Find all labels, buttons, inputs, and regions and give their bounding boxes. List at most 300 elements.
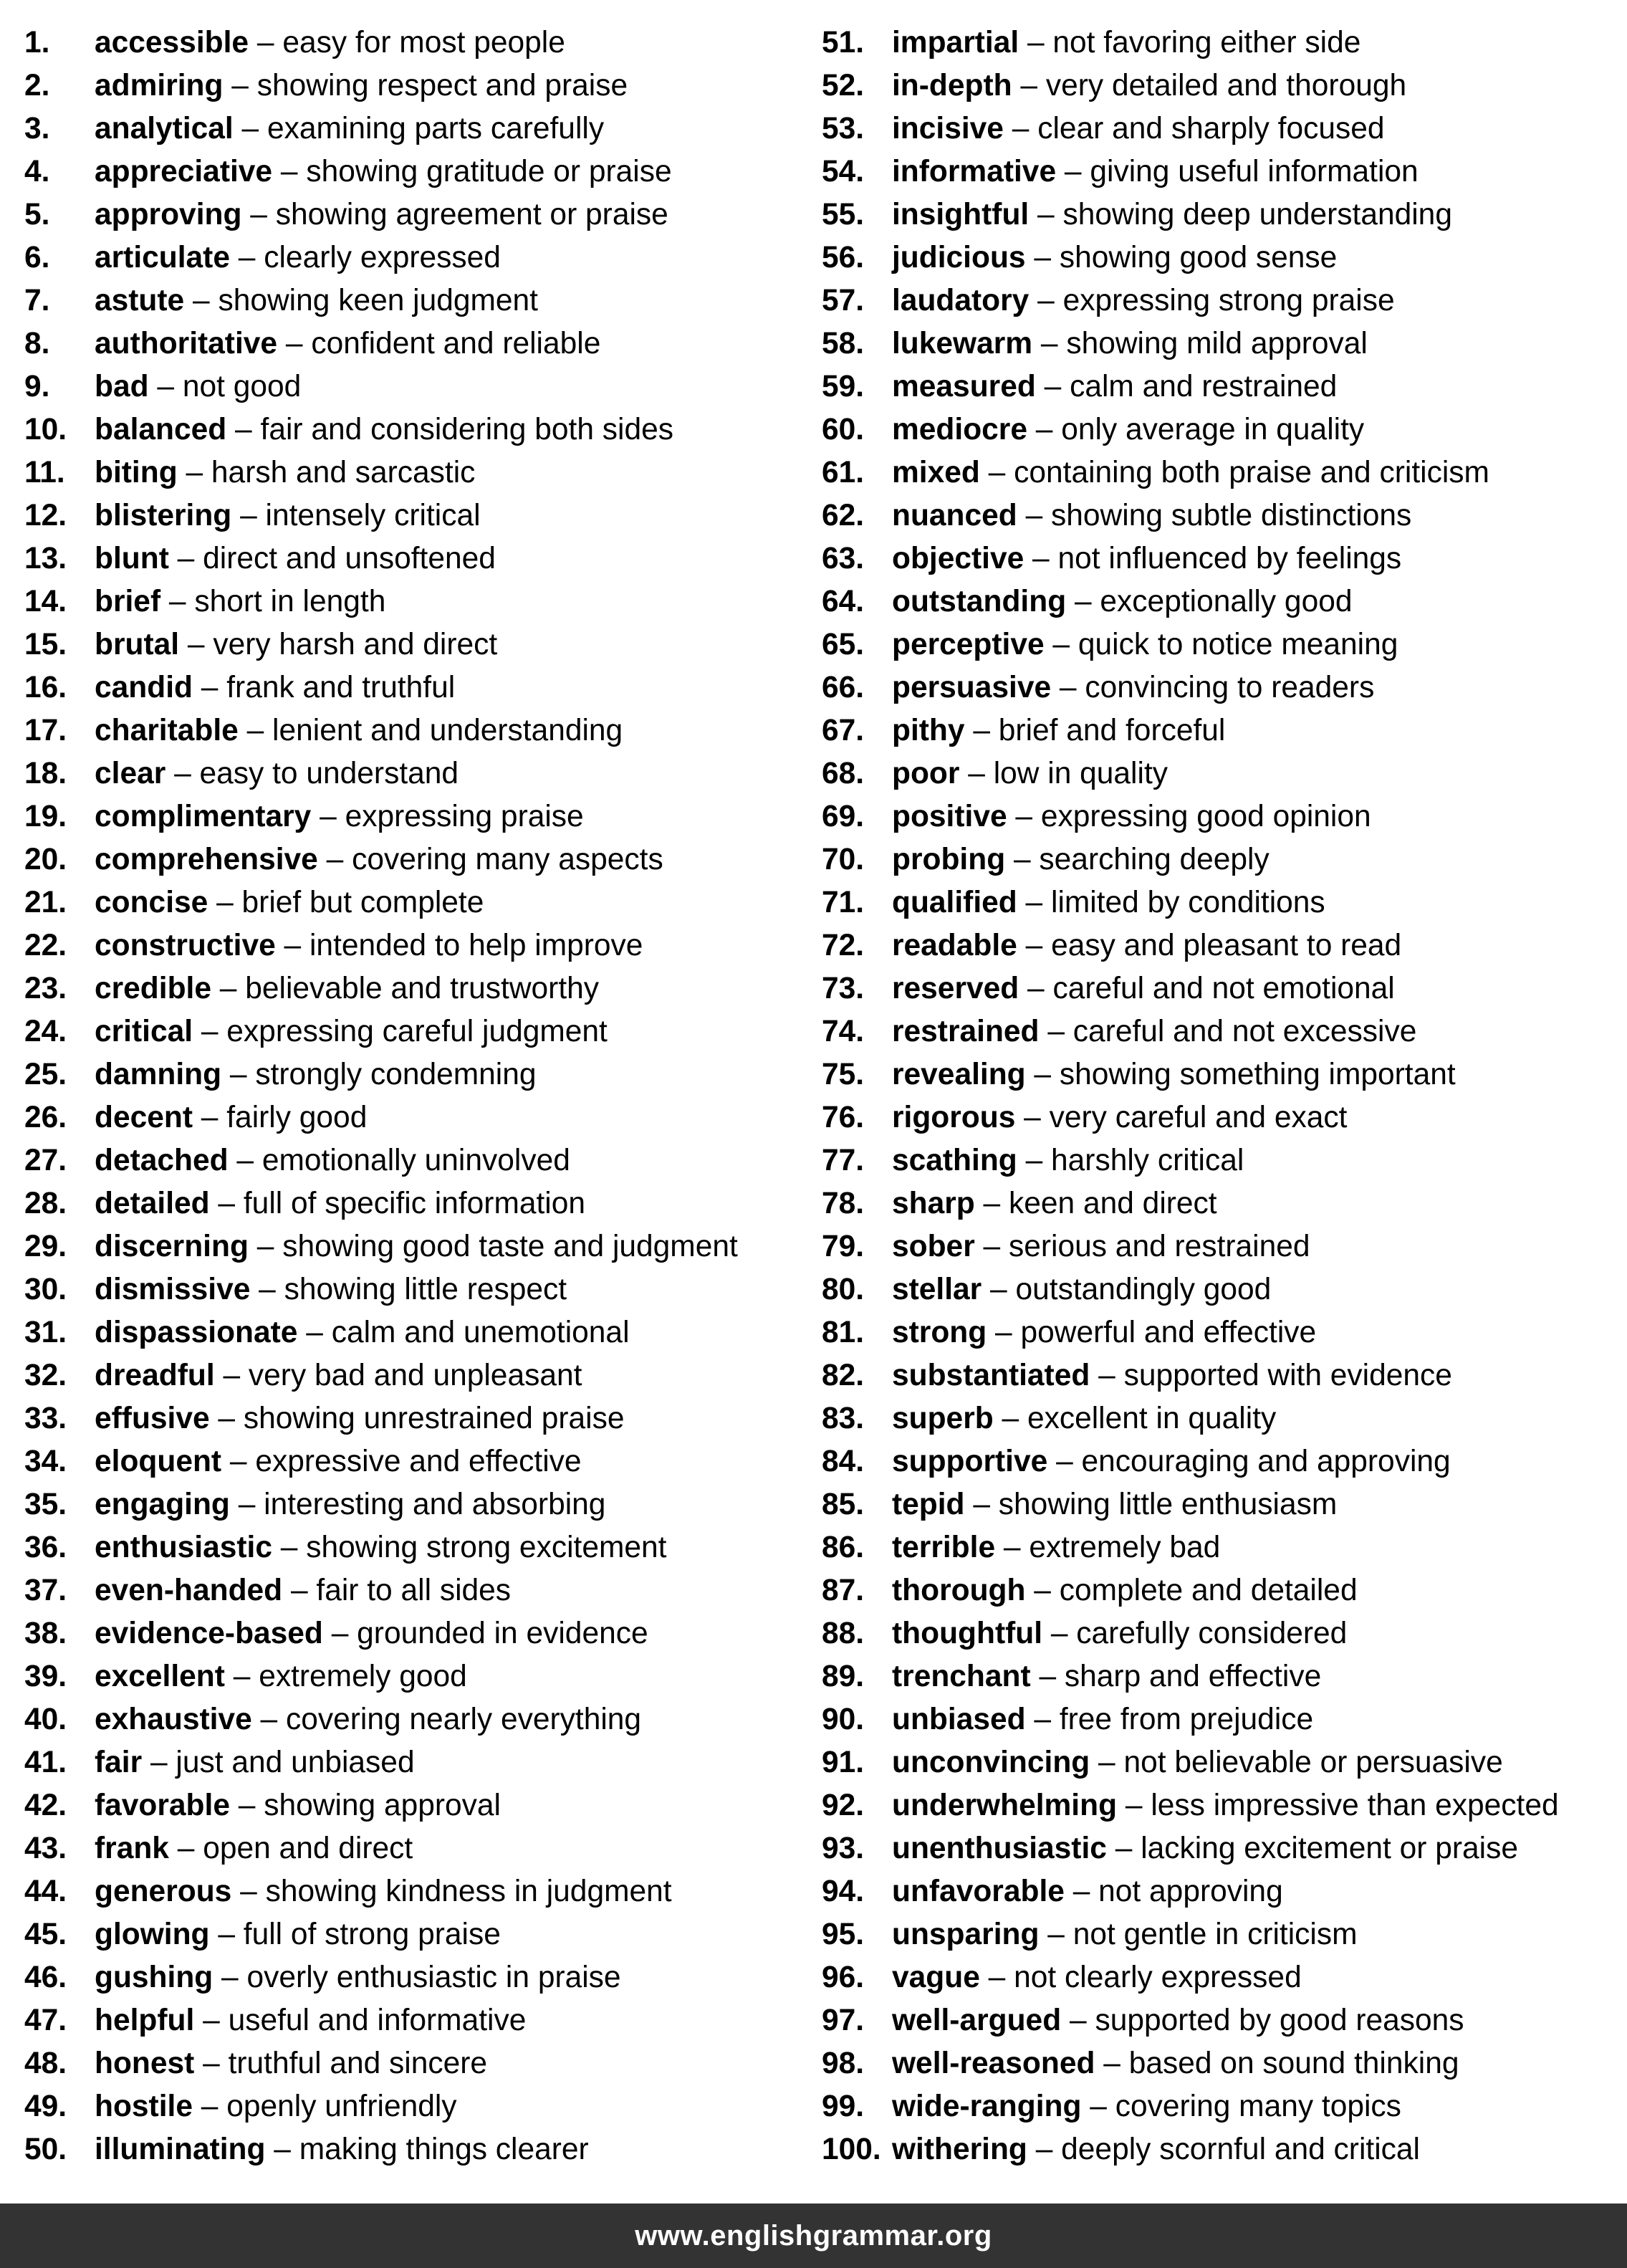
list-item xyxy=(822,150,1617,193)
list-item xyxy=(24,2085,784,2128)
item-definition: showing strong excitement xyxy=(306,1531,667,1564)
item-word: revealing xyxy=(892,1058,1026,1091)
item-number: 44. xyxy=(24,1875,67,1908)
item-number: 16. xyxy=(24,671,67,704)
item-separator: – xyxy=(168,1832,203,1865)
item-number: 2. xyxy=(24,69,50,102)
item-definition: less impressive than expected xyxy=(1151,1789,1559,1822)
item-separator: – xyxy=(1030,1660,1065,1693)
item-word: mediocre xyxy=(892,413,1027,446)
item-definition: carefully considered xyxy=(1076,1617,1348,1650)
item-word: detailed xyxy=(95,1187,210,1220)
item-number: 9. xyxy=(24,370,50,403)
item-word: brief xyxy=(95,585,161,618)
item-separator: – xyxy=(1029,198,1063,231)
item-number: 20. xyxy=(24,843,67,876)
item-word: readable xyxy=(892,929,1017,962)
item-number: 56. xyxy=(822,241,865,274)
item-separator: – xyxy=(1019,972,1053,1005)
item-separator: – xyxy=(1090,1746,1124,1779)
item-number: 82. xyxy=(822,1359,865,1392)
list-item xyxy=(24,1483,784,1526)
item-separator: – xyxy=(213,1961,247,1994)
item-separator: – xyxy=(1024,542,1058,575)
list-item xyxy=(822,881,1617,924)
item-word: effusive xyxy=(95,1402,210,1435)
list-item xyxy=(24,1225,784,1268)
item-separator: – xyxy=(1017,499,1052,532)
list-item xyxy=(822,1526,1617,1569)
item-separator: – xyxy=(995,1531,1030,1564)
item-word: comprehensive xyxy=(95,843,318,876)
item-number: 35. xyxy=(24,1488,67,1521)
item-definition: showing unrestrained praise xyxy=(243,1402,625,1435)
item-word: accessible xyxy=(95,26,249,59)
item-word: well-reasoned xyxy=(892,2047,1095,2080)
list-item xyxy=(24,1268,784,1311)
item-separator: – xyxy=(238,714,273,747)
item-word: helpful xyxy=(95,2004,195,2037)
item-definition: expressing praise xyxy=(345,800,584,833)
item-number: 12. xyxy=(24,499,67,532)
item-separator: – xyxy=(224,1660,259,1693)
item-word: reserved xyxy=(892,972,1019,1005)
item-number: 27. xyxy=(24,1144,67,1177)
item-word: unsparing xyxy=(892,1918,1040,1951)
item-definition: showing deep understanding xyxy=(1062,198,1452,231)
item-separator: – xyxy=(221,1058,256,1091)
item-definition: supported by good reasons xyxy=(1095,2004,1464,2037)
item-word: frank xyxy=(95,1832,169,1865)
item-separator: – xyxy=(211,972,246,1005)
item-definition: containing both praise and criticism xyxy=(1014,456,1489,489)
item-separator: – xyxy=(1106,1832,1141,1865)
item-word: fair xyxy=(95,1746,143,1779)
item-definition: intended to help improve xyxy=(309,929,643,962)
item-word: articulate xyxy=(95,241,230,274)
item-definition: covering many aspects xyxy=(352,843,663,876)
item-number: 5. xyxy=(24,198,50,231)
item-word: perceptive xyxy=(892,628,1045,661)
list-item xyxy=(822,1913,1617,1956)
list-item xyxy=(24,1053,784,1096)
item-definition: showing little enthusiasm xyxy=(998,1488,1338,1521)
item-word: sober xyxy=(892,1230,975,1263)
item-word: impartial xyxy=(892,26,1019,59)
list-item xyxy=(822,1354,1617,1397)
item-number: 79. xyxy=(822,1230,865,1263)
item-number: 42. xyxy=(24,1789,67,1822)
item-number: 78. xyxy=(822,1187,865,1220)
item-word: candid xyxy=(95,671,193,704)
item-definition: sharp and effective xyxy=(1064,1660,1322,1693)
item-number: 77. xyxy=(822,1144,865,1177)
item-definition: quick to notice meaning xyxy=(1078,628,1398,661)
list-item xyxy=(24,150,784,193)
item-number: 94. xyxy=(822,1875,865,1908)
item-definition: showing little respect xyxy=(284,1273,567,1306)
item-number: 67. xyxy=(822,714,865,747)
item-number: 36. xyxy=(24,1531,67,1564)
item-word: incisive xyxy=(892,112,1004,145)
item-definition: careful and not emotional xyxy=(1052,972,1395,1005)
item-separator: – xyxy=(194,2047,229,2080)
list-item xyxy=(24,1913,784,1956)
list-item xyxy=(822,1612,1617,1655)
list-item xyxy=(822,795,1617,838)
item-number: 60. xyxy=(822,413,865,446)
item-word: rigorous xyxy=(892,1101,1016,1134)
item-definition: careful and not excessive xyxy=(1072,1015,1417,1048)
item-word: restrained xyxy=(892,1015,1040,1048)
item-number: 21. xyxy=(24,886,67,919)
item-number: 70. xyxy=(822,843,865,876)
item-separator: – xyxy=(272,155,307,188)
item-separator: – xyxy=(231,499,266,532)
item-separator: – xyxy=(275,929,309,962)
item-definition: supported with evidence xyxy=(1123,1359,1452,1392)
item-definition: showing agreement or praise xyxy=(275,198,668,231)
item-definition: grounded in evidence xyxy=(357,1617,648,1650)
item-number: 98. xyxy=(822,2047,865,2080)
item-number: 50. xyxy=(24,2133,67,2166)
item-number: 59. xyxy=(822,370,865,403)
item-word: clear xyxy=(95,757,166,790)
item-number: 90. xyxy=(822,1703,865,1736)
item-number: 93. xyxy=(822,1832,865,1865)
item-number: 88. xyxy=(822,1617,865,1650)
item-word: blunt xyxy=(95,542,169,575)
item-separator: – xyxy=(1044,628,1078,661)
item-number: 55. xyxy=(822,198,865,231)
item-separator: – xyxy=(1005,843,1040,876)
item-number: 40. xyxy=(24,1703,67,1736)
item-separator: – xyxy=(209,1918,244,1951)
item-word: dispassionate xyxy=(95,1316,298,1349)
item-number: 7. xyxy=(24,284,50,317)
item-word: in-depth xyxy=(892,69,1012,102)
list-item xyxy=(822,623,1617,666)
item-separator: – xyxy=(282,1574,317,1607)
item-separator: – xyxy=(1027,413,1062,446)
item-word: wide-ranging xyxy=(892,2090,1082,2123)
item-word: objective xyxy=(892,542,1024,575)
list-item xyxy=(822,1741,1617,1784)
item-word: astute xyxy=(95,284,185,317)
item-separator: – xyxy=(1017,1144,1052,1177)
item-number: 39. xyxy=(24,1660,67,1693)
item-separator: – xyxy=(272,1531,307,1564)
item-definition: calm and unemotional xyxy=(331,1316,630,1349)
item-number: 4. xyxy=(24,155,50,188)
item-definition: confident and reliable xyxy=(311,327,601,360)
item-definition: brief but complete xyxy=(241,886,484,919)
item-definition: lacking excitement or praise xyxy=(1141,1832,1518,1865)
list-item xyxy=(24,236,784,279)
item-word: concise xyxy=(95,886,208,919)
item-definition: showing kindness in judgment xyxy=(265,1875,672,1908)
list-item xyxy=(24,193,784,236)
item-definition: showing good taste and judgment xyxy=(282,1230,738,1263)
item-separator: – xyxy=(229,1789,264,1822)
item-number: 91. xyxy=(822,1746,865,1779)
item-number: 71. xyxy=(822,886,865,919)
item-definition: low in quality xyxy=(993,757,1168,790)
list-item xyxy=(24,1827,784,1870)
item-word: unbiased xyxy=(892,1703,1026,1736)
item-separator: – xyxy=(1027,2133,1062,2166)
item-separator: – xyxy=(228,1144,262,1177)
item-separator: – xyxy=(223,69,257,102)
item-word: charitable xyxy=(95,714,239,747)
list-item xyxy=(24,1139,784,1182)
item-separator: – xyxy=(974,1230,1009,1263)
item-definition: frank and truthful xyxy=(226,671,456,704)
item-definition: not favoring either side xyxy=(1052,26,1361,59)
item-number: 62. xyxy=(822,499,865,532)
item-number: 23. xyxy=(24,972,67,1005)
list-item xyxy=(24,881,784,924)
item-definition: emotionally uninvolved xyxy=(261,1144,570,1177)
item-number: 58. xyxy=(822,327,865,360)
item-definition: short in length xyxy=(194,585,386,618)
list-item xyxy=(822,193,1617,236)
item-definition: open and direct xyxy=(203,1832,413,1865)
list-item xyxy=(822,666,1617,709)
list-item xyxy=(822,1870,1617,1913)
list-item xyxy=(822,1182,1617,1225)
list-item xyxy=(822,1999,1617,2042)
item-separator: – xyxy=(231,1875,266,1908)
list-item xyxy=(24,1397,784,1440)
item-word: brutal xyxy=(95,628,180,661)
list-item xyxy=(24,1440,784,1483)
list-item xyxy=(24,451,784,494)
item-separator: – xyxy=(982,1273,1016,1306)
list-item xyxy=(822,1483,1617,1526)
list-item xyxy=(822,2128,1617,2171)
footer-bar xyxy=(0,2204,1627,2268)
item-separator: – xyxy=(229,241,264,274)
item-definition: brief and forceful xyxy=(998,714,1226,747)
item-separator: – xyxy=(168,542,203,575)
item-separator: – xyxy=(1019,26,1053,59)
list-item xyxy=(24,1311,784,1354)
item-definition: showing gratitude or praise xyxy=(306,155,672,188)
item-number: 47. xyxy=(24,2004,67,2037)
item-word: tepid xyxy=(892,1488,965,1521)
list-item xyxy=(822,1268,1617,1311)
list-item xyxy=(24,408,784,451)
item-word: insightful xyxy=(892,198,1030,231)
list-item xyxy=(24,580,784,623)
item-separator: – xyxy=(160,585,195,618)
item-separator: – xyxy=(192,671,227,704)
item-separator: – xyxy=(251,1703,286,1736)
list-item xyxy=(24,2042,784,2085)
item-separator: – xyxy=(1012,69,1046,102)
list-item xyxy=(822,537,1617,580)
item-definition: direct and unsoftened xyxy=(203,542,496,575)
item-definition: believable and trustworthy xyxy=(245,972,600,1005)
list-item xyxy=(24,494,784,537)
list-item xyxy=(24,795,784,838)
item-separator: – xyxy=(993,1402,1027,1435)
item-separator: – xyxy=(184,284,219,317)
list-item xyxy=(822,494,1617,537)
item-definition: giving useful information xyxy=(1090,155,1419,188)
item-definition: covering many topics xyxy=(1115,2090,1401,2123)
list-item xyxy=(24,1569,784,1612)
list-item xyxy=(24,1741,784,1784)
item-number: 69. xyxy=(822,800,865,833)
item-number: 52. xyxy=(822,69,865,102)
item-number: 84. xyxy=(822,1445,865,1478)
item-number: 95. xyxy=(822,1918,865,1951)
item-separator: – xyxy=(1017,929,1052,962)
item-word: dreadful xyxy=(95,1359,215,1392)
item-number: 68. xyxy=(822,757,865,790)
list-item xyxy=(24,1096,784,1139)
item-definition: exceptionally good xyxy=(1100,585,1353,618)
item-separator: – xyxy=(1039,1918,1073,1951)
item-number: 6. xyxy=(24,241,50,274)
list-item xyxy=(822,2042,1617,2085)
list-item xyxy=(822,107,1617,150)
list-item xyxy=(822,1440,1617,1483)
list-item xyxy=(24,64,784,107)
item-word: authoritative xyxy=(95,327,278,360)
list-item xyxy=(24,1870,784,1913)
item-definition: showing respect and praise xyxy=(256,69,628,102)
list-item xyxy=(822,408,1617,451)
item-separator: – xyxy=(179,628,213,661)
item-number: 74. xyxy=(822,1015,865,1048)
word-list-column-left xyxy=(24,21,784,2171)
item-word: honest xyxy=(95,2047,195,2080)
item-separator: – xyxy=(193,1015,227,1048)
item-number: 51. xyxy=(822,26,865,59)
item-number: 73. xyxy=(822,972,865,1005)
item-number: 46. xyxy=(24,1961,67,1994)
item-definition: deeply scornful and critical xyxy=(1061,2133,1420,2166)
item-word: nuanced xyxy=(892,499,1017,532)
item-word: credible xyxy=(95,972,211,1005)
item-word: unconvincing xyxy=(892,1746,1090,1779)
list-item xyxy=(24,709,784,752)
list-item xyxy=(822,64,1617,107)
item-word: approving xyxy=(95,198,242,231)
item-number: 85. xyxy=(822,1488,865,1521)
item-definition: easy for most people xyxy=(282,26,565,59)
item-word: substantiated xyxy=(892,1359,1090,1392)
list-item xyxy=(822,2085,1617,2128)
item-word: detached xyxy=(95,1144,229,1177)
list-item xyxy=(24,838,784,881)
item-number: 1. xyxy=(24,26,50,59)
item-definition: expressing good opinion xyxy=(1040,800,1371,833)
list-item xyxy=(822,1784,1617,1827)
item-separator: – xyxy=(192,1101,227,1134)
item-separator: – xyxy=(249,26,283,59)
item-number: 61. xyxy=(822,456,865,489)
list-item xyxy=(24,537,784,580)
item-number: 13. xyxy=(24,542,67,575)
item-separator: – xyxy=(979,456,1014,489)
item-word: complimentary xyxy=(95,800,312,833)
item-word: exhaustive xyxy=(95,1703,252,1736)
item-separator: – xyxy=(229,1488,264,1521)
item-separator: – xyxy=(226,413,261,446)
item-definition: just and unbiased xyxy=(176,1746,415,1779)
item-definition: truthful and sincere xyxy=(228,2047,488,2080)
item-definition: expressive and effective xyxy=(255,1445,582,1478)
item-number: 11. xyxy=(24,456,65,489)
item-definition: calm and restrained xyxy=(1070,370,1338,403)
item-number: 72. xyxy=(822,929,865,962)
item-definition: harshly critical xyxy=(1051,1144,1244,1177)
list-item xyxy=(822,1956,1617,1999)
item-separator: – xyxy=(1090,1359,1124,1392)
list-item xyxy=(24,1784,784,1827)
item-word: outstanding xyxy=(892,585,1067,618)
item-separator: – xyxy=(987,1316,1021,1349)
list-item xyxy=(822,752,1617,795)
item-number: 81. xyxy=(822,1316,865,1349)
item-number: 33. xyxy=(24,1402,67,1435)
item-definition: not approving xyxy=(1098,1875,1283,1908)
item-separator: – xyxy=(165,757,200,790)
item-word: enthusiastic xyxy=(95,1531,272,1564)
item-separator: – xyxy=(233,112,267,145)
item-word: well-argued xyxy=(892,2004,1062,2037)
item-word: balanced xyxy=(95,413,227,446)
item-separator: – xyxy=(974,1187,1009,1220)
item-separator: – xyxy=(148,370,183,403)
list-item xyxy=(822,451,1617,494)
item-definition: free from prejudice xyxy=(1059,1703,1314,1736)
item-word: lukewarm xyxy=(892,327,1033,360)
item-definition: showing keen judgment xyxy=(218,284,538,317)
item-number: 54. xyxy=(822,155,865,188)
list-item xyxy=(822,322,1617,365)
item-separator: – xyxy=(265,2133,299,2166)
item-definition: not gentle in criticism xyxy=(1072,1918,1358,1951)
item-number: 19. xyxy=(24,800,67,833)
item-number: 87. xyxy=(822,1574,865,1607)
list-item xyxy=(24,365,784,408)
item-definition: fairly good xyxy=(226,1101,368,1134)
list-item xyxy=(822,838,1617,881)
item-definition: fair to all sides xyxy=(316,1574,512,1607)
item-number: 49. xyxy=(24,2090,67,2123)
item-separator: – xyxy=(1039,1015,1073,1048)
item-number: 41. xyxy=(24,1746,67,1779)
item-definition: excellent in quality xyxy=(1027,1402,1277,1435)
item-separator: – xyxy=(1064,1875,1099,1908)
item-number: 15. xyxy=(24,628,67,661)
list-item xyxy=(822,279,1617,322)
item-word: pithy xyxy=(892,714,965,747)
list-item xyxy=(822,1655,1617,1698)
list-item xyxy=(822,967,1617,1010)
item-separator: – xyxy=(1025,1574,1060,1607)
list-item xyxy=(822,580,1617,623)
item-separator: – xyxy=(964,714,999,747)
item-word: appreciative xyxy=(95,155,273,188)
list-item xyxy=(24,1612,784,1655)
item-number: 31. xyxy=(24,1316,67,1349)
